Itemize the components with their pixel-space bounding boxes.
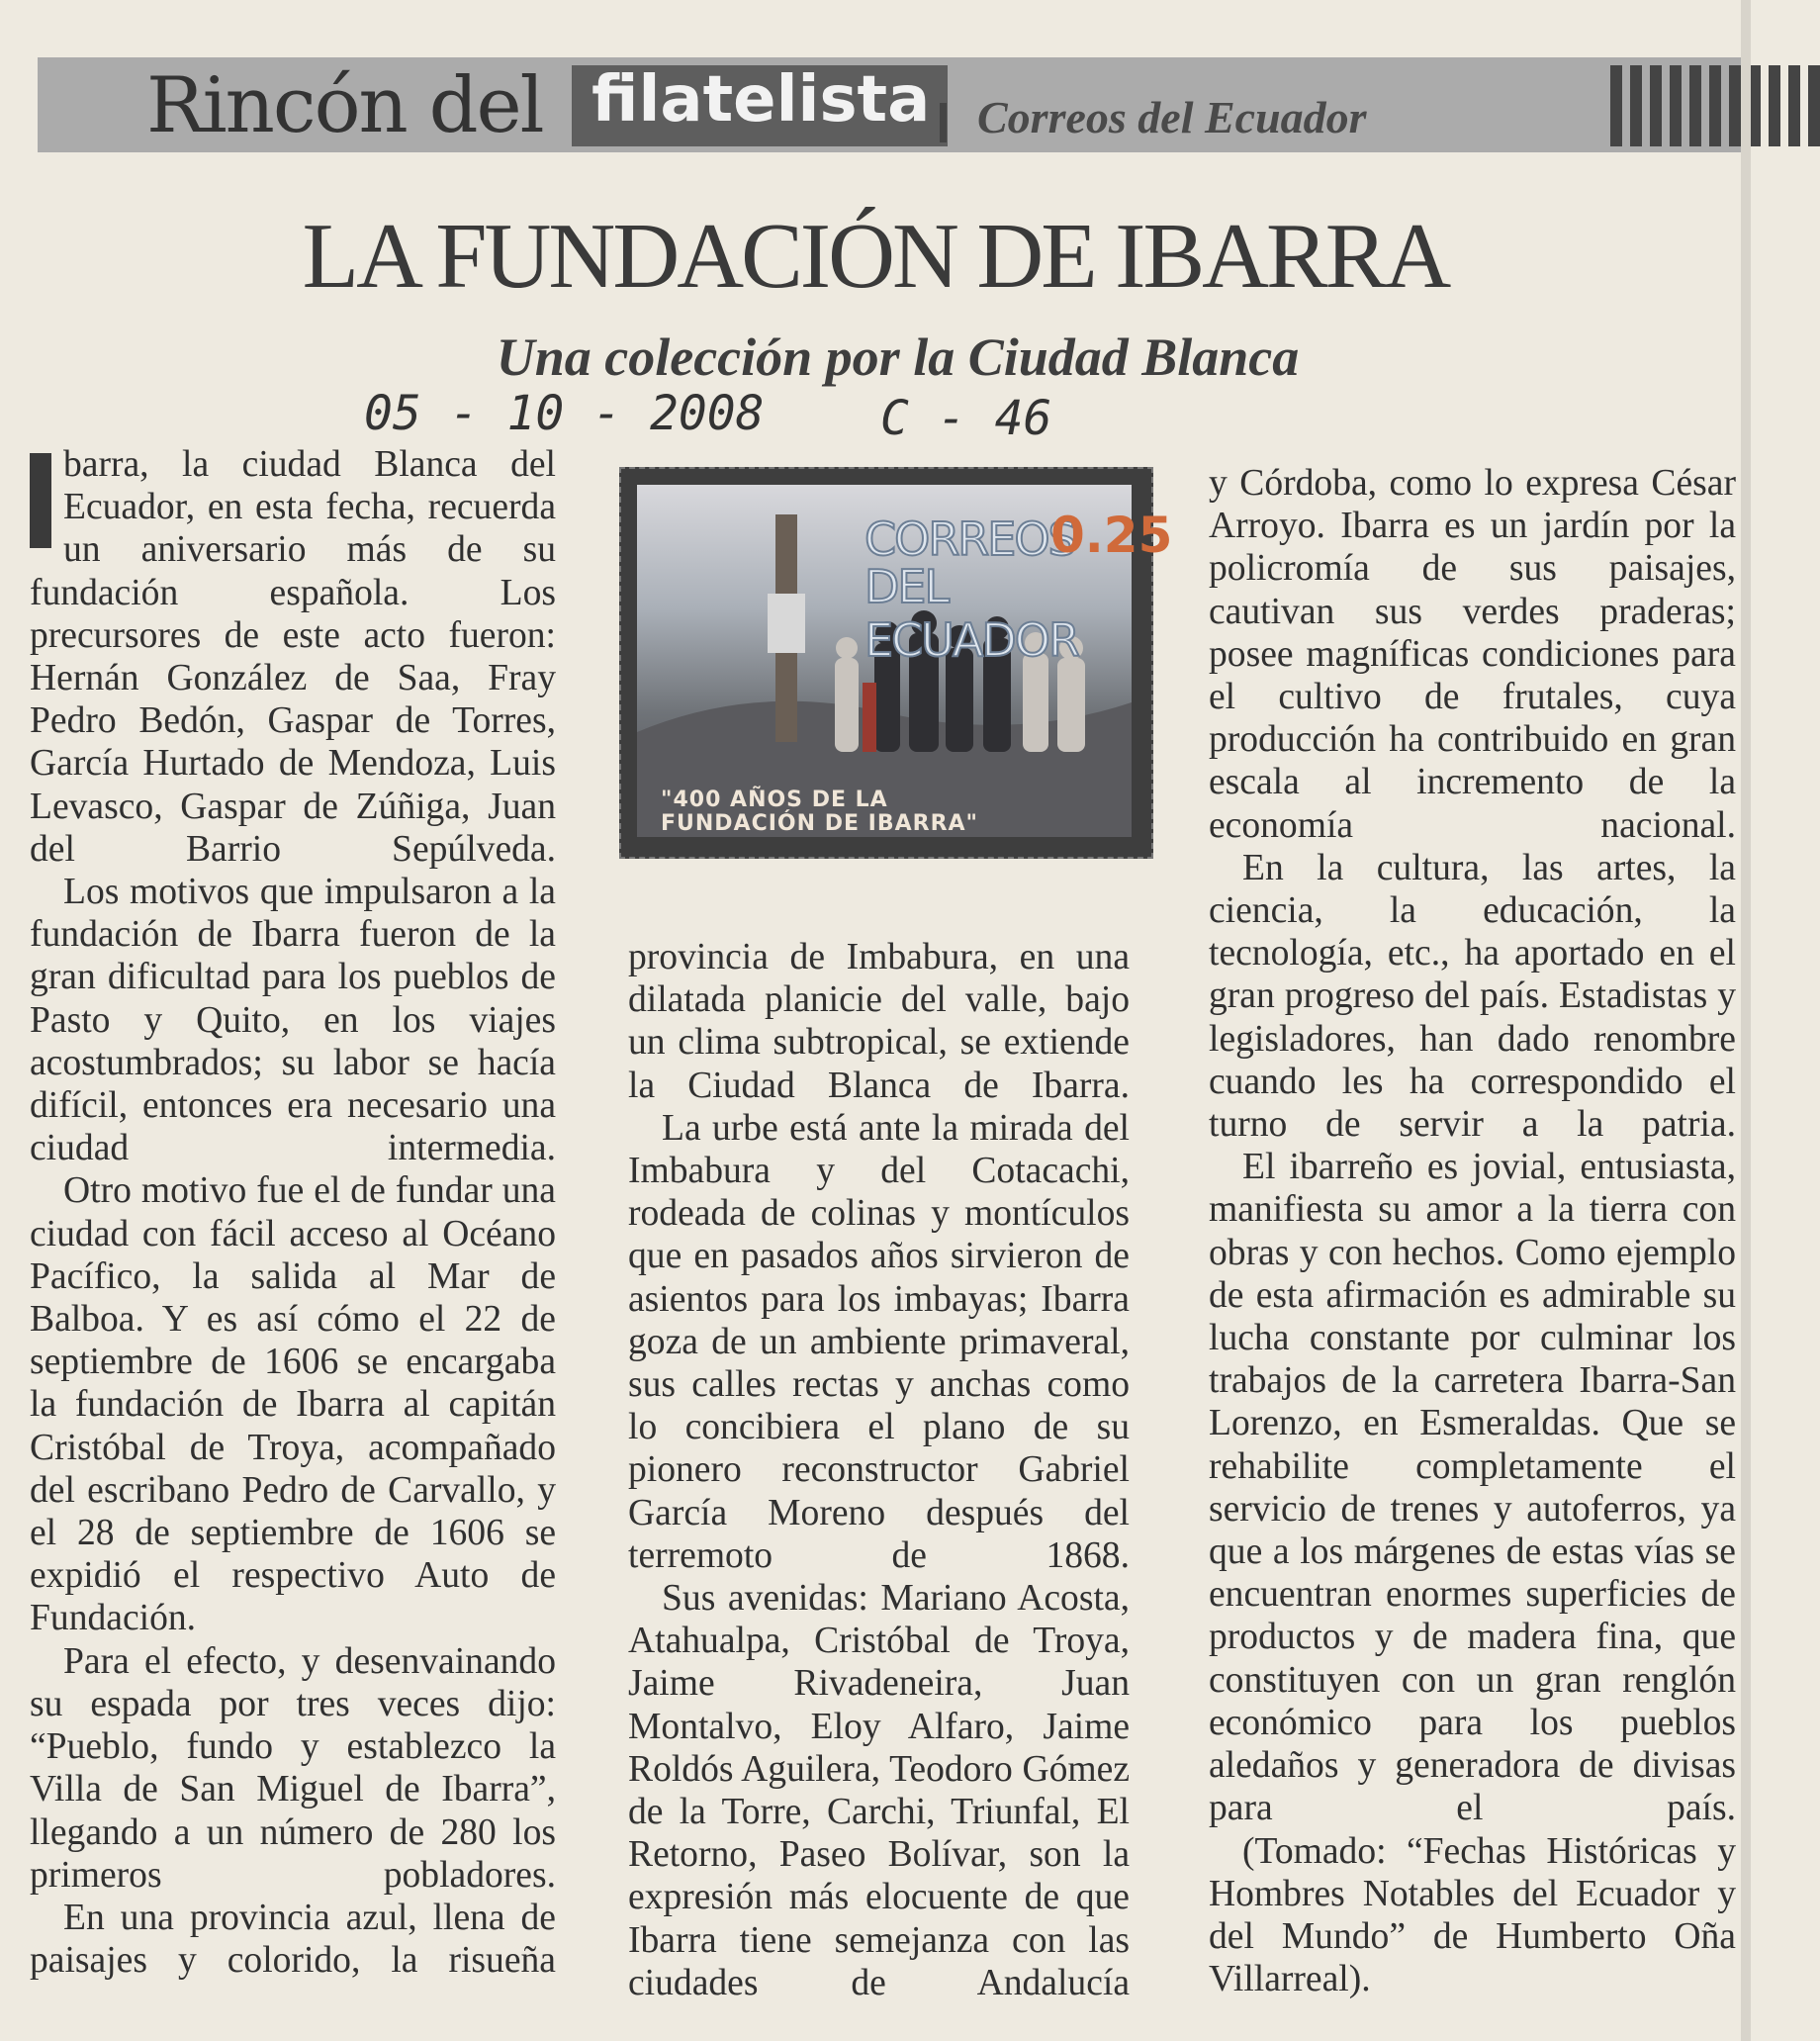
paragraph-7: La urbe está ante la mirada del Imbabura y del Cotacachi, rodeada de colinas y montículos que en pasados años sirvieron de asientos para los imbayas; Ibarra goza de un ambiente primaveral, sus calles rectas y anchas como lo concibiera el plano de su pionero reconstructor Gabriel García Moreno después del terremoto de 1868. [628,1107,1130,1576]
page-edge [1741,0,1751,2041]
stamp-caption-line-1: "400 AÑOS DE LA [661,788,888,812]
paragraph-4: Para el efecto, y desenvainando su espada por tres veces dijo: “Pueblo, fundo y establezco la Villa de San Miguel de Ibarra”, llegando a un número de 280 los primeros pobladores. [30,1640,556,1896]
paragraph-1: barra, la ciudad Blanca del Ecuador, en esta fecha, recuerda un aniversario más de su fundación española. Los precursores de este acto fueron: Hernán González de Saa, Fray Pedro Bedón, Gaspar de Torres, García Hurtado de Mendoza, Luis Levasco, Gaspar de Zúñiga, Juan del Barrio Sepúlveda. [30,444,556,870]
paragraph-12: (Tomado: “Fechas Históricas y Hombres Notables del Ecuador y del Mundo” de Humberto Oña Villarreal). [1209,1830,1736,2000]
paragraph-3: Otro motivo fue el de fundar una ciudad con fácil acceso al Océano Pacífico, la salida al Mar de Balboa. Y es así cómo el 22 de septiembre de 1606 se encargaba la fundación de Ibarra al capitán Cristóbal de Troya, acompañado del escribano Pedro de Carvallo, y el 28 de septiembre de 1606 se expidió el respectivo Auto de Fundación. [30,1170,556,1639]
paragraph-11: El ibarreño es jovial, entusiasta, manifiesta su amor a la tierra con obras y con hechos. Como ejemplo de esta afirmación es admirable su lucha constante por culminar los trabajos de la carretera Ibarra-San Lorenzo, en Esmeraldas. Que se rehabilite completamente el servicio de trenes y autoferros, ya que a los márgenes de estas vías se encuentran enormes superficies de productos y de madera fina, que constituyen con un gran renglón económico para los pueblos aledaños y generadora de divisas para el país. [1209,1147,1736,1829]
paragraph-6: provincia de Imbabura, en una dilatada planicie del valle, bajo un clima subtropical, se extiende la Ciudad Blanca de Ibarra. [628,937,1130,1106]
article-column-1 [30,443,556,1982]
stamp-brand-line-1: CORREOS [864,512,1075,566]
article-column-2 [628,936,1130,2004]
article-column-3 [1209,462,1736,2000]
stamp-image [637,485,1173,837]
postage-stamp [619,467,1173,859]
header-prefix: Rincón del [146,61,543,150]
handwritten-date: 05 - 10 - 2008 [364,386,765,441]
paragraph-2: Los motivos que impulsaron a la fundación de Ibarra fueron de la gran dificultad para los pueblos de Pasto y Quito, en los viajes acostumbrados; su labor se hacía difícil, entonces era necesario una ciudad intermedia. [30,872,556,1169]
subheadline: Una colección por la Ciudad Blanca [496,327,1300,387]
paragraph-10: En la cultura, las artes, la ciencia, la educación, la tecnología, etc., ha aportado en el gran progreso del país. Estadistas y legisladores, han dado renombre cuando les ha correspondido el turno de servir a la patria. [1209,847,1736,1146]
paragraph-5: En una provincia azul, llena de paisajes y colorido, la risueña [30,1897,556,1982]
stamp-value: 0.25 [1050,507,1173,564]
stamp-caption-line-2: FUNDACIÓN DE IBARRA" [661,811,978,836]
handwritten-code: C - 46 [880,391,1052,446]
headline: LA FUNDACIÓN DE IBARRA [302,205,1449,308]
drop-cap [30,453,51,548]
header-highlight: filatelista [592,63,931,137]
section-header [38,57,1741,152]
header-subtitle: Correos del Ecuador [977,92,1367,142]
stamp-brand-line-2: DEL ECUADOR [864,560,1078,667]
paragraph-8: Sus avenidas: Mariano Acosta, Atahualpa, Cristóbal de Troya, Jaime Rivadeneira, Juan Montalvo, Eloy Alfaro, Jaime Roldós Aguilera, Teodoro Gómez de la Torre, Carchi, Triunfal, El Retorno, Paseo Bolívar, son la expresión más elocuente de que Ibarra tiene semejanza con las ciudades de Andalucía [628,1578,1130,2003]
header-stripes [1610,65,1820,146]
paragraph-9: y Córdoba, como lo expresa César Arroyo. Ibarra es un jardín por la policromía de sus paisajes, cautivan sus verdes praderas; posee magníficas condiciones para el cultivo de frutales, cuya producción ha contribuido en gran escala al incremento de la economía nacional. [1209,463,1736,846]
header-separator [940,103,947,142]
